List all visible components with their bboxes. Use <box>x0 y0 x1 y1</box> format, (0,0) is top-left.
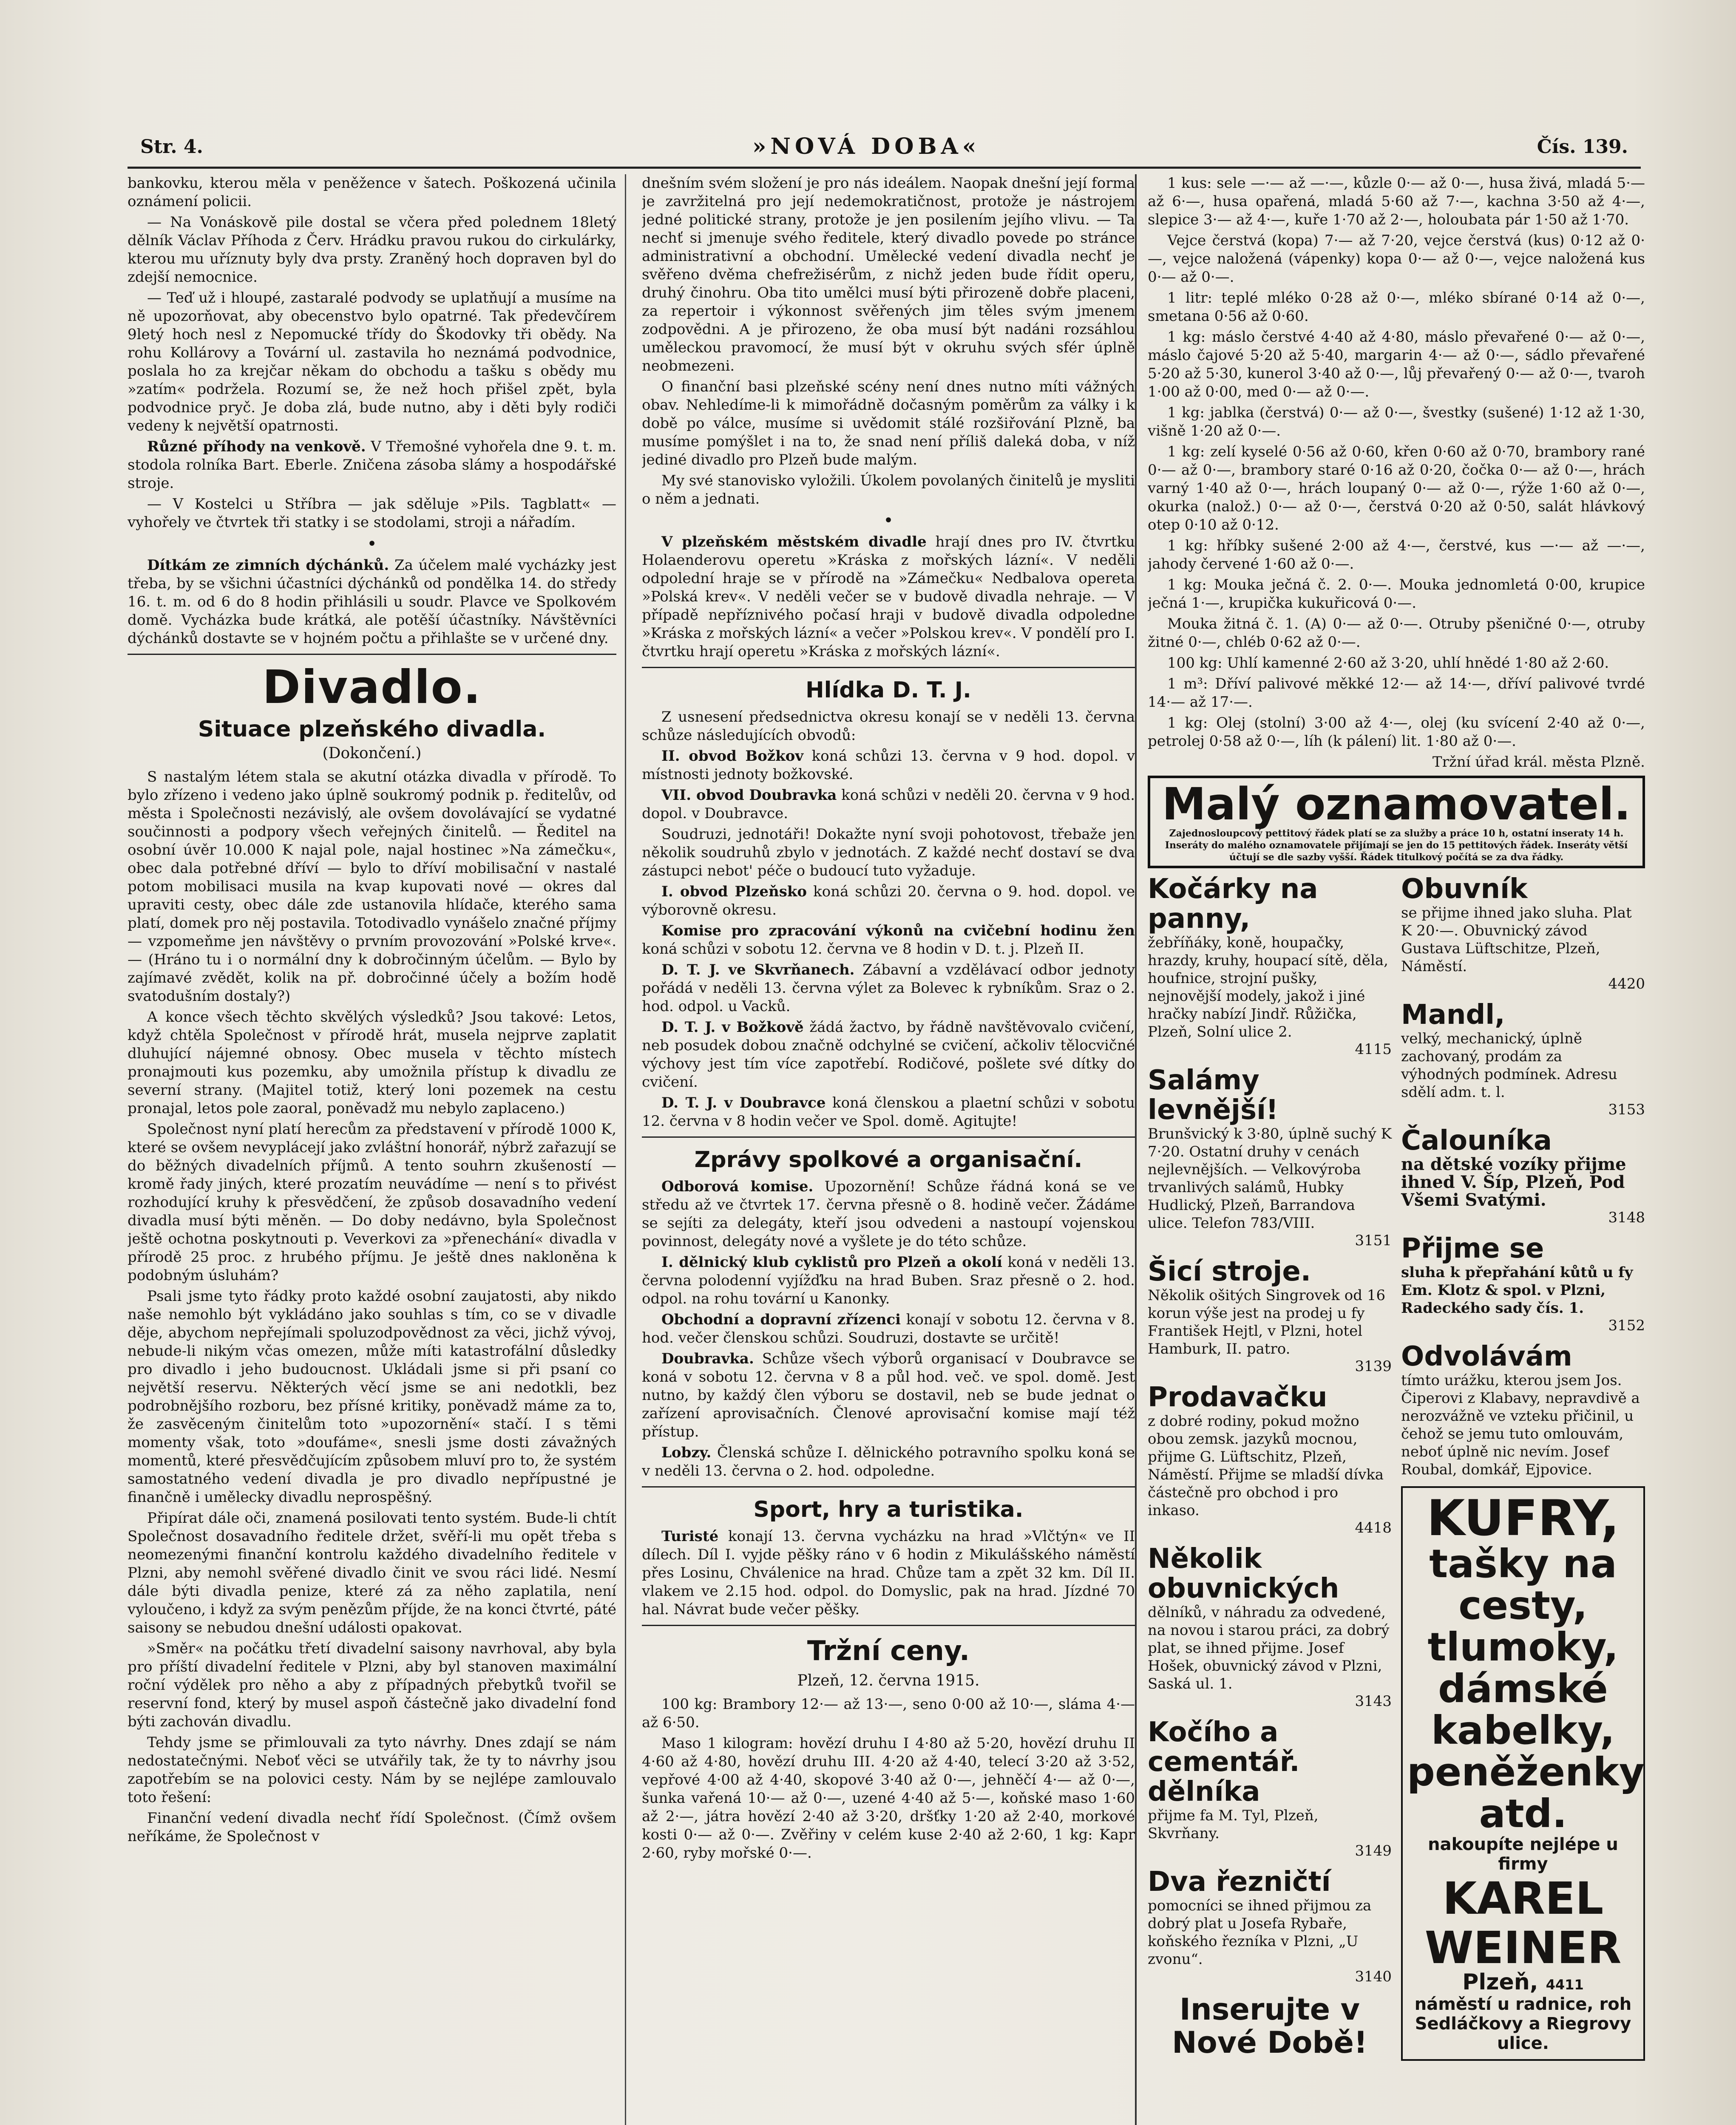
article-paragraph: My své stanovisko vyložili. Úkolem povolaných činitelů je mysliti o něm a jednati. <box>642 472 1135 507</box>
news-text: koná schůzi v sobotu 12. června ve 8 hodin v D. t. j. Plzeň II. <box>642 941 1084 958</box>
ad-heading: Prodavačku <box>1148 1382 1328 1413</box>
article-paragraph <box>642 1311 1135 1347</box>
ad-company: KAREL WEINER <box>1424 1873 1622 1974</box>
column-divider <box>1135 174 1137 2125</box>
ad-heading: Čalouníka <box>1401 1125 1552 1156</box>
ad-body: sluha k přepřahání kůtů u fy Em. Klotz & spol. v Plzni, Radeckého sady čís. 1. <box>1401 1264 1633 1317</box>
article-paragraph: Soudruzi, jednotáři! Dokažte nyní svoji pohotovost, třebaže jen několik soudruhů zbylo v jednotách. Z každé nechť dostaví se dva zástupci nebot' péče o budoucí tuto vyžaduje. <box>642 826 1135 879</box>
ad-heading: Mandl, <box>1401 999 1505 1031</box>
ad-number: 4418 <box>1355 1519 1392 1536</box>
classifieds-title: Malý oznamovatel. <box>1162 778 1631 830</box>
section-title: Hlídka D. T. J. <box>806 677 971 703</box>
news-text: koná schůzi 20. června o 9. hod. dopol. ve výborovně okresu. <box>642 883 1135 918</box>
price-paragraph: 100 kg: Brambory 12·— až 13·—, seno 0·00 až 10·—, sláma 4·— až 6·50. <box>642 1696 1135 1731</box>
news-text: V Třemošné vyhořela dne 9. t. m. stodola rolníka Bart. Eberle. Zničena zásoba slámy a hospodářské stroje. <box>128 438 616 492</box>
section-rule <box>642 667 1135 668</box>
classified-ad <box>1148 1717 1392 1859</box>
article-paragraph <box>642 1018 1135 1091</box>
market-date: Plzeň, 12. června 1915. <box>797 1672 980 1689</box>
ad-number: 3151 <box>1355 1232 1392 1249</box>
news-lead: Komise pro zpracování výkonů na cvičební hodinu žen <box>661 922 1135 939</box>
separator-dot: • <box>367 534 377 554</box>
ad-number: 3152 <box>1608 1317 1645 1334</box>
article-paragraph <box>128 556 616 648</box>
article-paragraph: Společnost nyní platí herecům za představení v přírodě 1000 K, které se ovšem nevyplácejí jako zvláštní honorář, nýbrž zařazují se do běžných divadelních příjmů. A tento souhrn zkušeností — kromě řady jiných, které prozatím neuvádíme — není s to přivést rozhodující kruhy k přesvědčení, že způsob dosavadního vedení divadla musí býti měněn. — Do doby nedávno, byla Společnost ještě ochotna poskytnouti p. Veverkovi za »přenechání« divadla v přírodě 25 proc. z hrubého příjmu. Je ještě dnes nakloněna k podobným úsluhám? <box>128 1121 616 1284</box>
price-paragraph: Maso 1 kilogram: hovězí druhu I 4·80 až 5·20, hovězí druhu II 4·60 až 4·80, hovězí druhu III. 4·20 až 4·40, telecí 3·20 až 3·52, vepřové 4·00 až 4·40, skopové 3·40 až 0·—, jehněčí 4·— až 0·—, šunka vařená 10·— až 0·—, uzené 4·40 až 5·—, koňské maso 1·60 až 2·—, játra hovězí 2·40 až 3·20, dršťky 1·20 až 2·40, morkové kosti 0·— až 0·—. Zvěřiny v celém kuse 2·40 až 2·60, 1 kg: Kapr 2·60, ryby mořské 0·—. <box>642 1735 1135 1862</box>
news-lead: D. T. J. ve Skvrňanech. <box>661 961 855 978</box>
article-paragraph <box>642 1444 1135 1480</box>
ad-body: přijme fa M. Tyl, Plzeň, Skvrňany. <box>1148 1807 1319 1842</box>
ad-heading: Šicí stroje. <box>1148 1256 1311 1287</box>
price-paragraph: 1 kg: Mouka ječná č. 2. 0·—. Mouka jednomletá 0·00, krupice ječná 1·—, krupička kukuřicová 0·—. <box>1148 576 1645 612</box>
classified-ad <box>1401 1342 1645 1479</box>
page-header <box>140 128 1628 166</box>
news-lead: Různé příhody na venkově. <box>147 438 366 455</box>
ad-body: žebříňáky, koně, houpačky, hrazdy, kruhy, houpací sítě, děla, houfnice, strojní pušky, nejnovější modely, jakož i jiné hračky nabízí Jindř. Růžička, Plzeň, Solní ulice 2. <box>1148 934 1388 1040</box>
header-rule <box>128 167 1641 169</box>
section-rule <box>642 1136 1135 1138</box>
classifieds-header <box>1148 776 1645 868</box>
ad-number: 3153 <box>1608 1101 1645 1118</box>
ad-tagline: nakoupíte nejlépe u firmy <box>1428 1835 1618 1874</box>
issue-number: Čís. 139. <box>1537 136 1628 158</box>
classifieds-column <box>1148 874 1392 2061</box>
classifieds-grid <box>1148 874 1645 2061</box>
column-middle <box>642 174 1135 2125</box>
news-text: koná schůzi 13. června v 9 hod. dopol. v místnosti jednoty božkovské. <box>642 748 1135 783</box>
article-paragraph <box>642 1253 1135 1308</box>
column-right <box>1148 174 1645 2125</box>
price-paragraph: 100 kg: Uhlí kamenné 2·60 až 3·20, uhlí hnědé 1·80 až 2·60. <box>1167 654 1609 672</box>
news-lead: Lobzy. <box>661 1444 712 1461</box>
article-paragraph <box>642 922 1135 958</box>
ad-number: 3139 <box>1355 1358 1392 1375</box>
section-title: Tržní ceny. <box>807 1635 970 1667</box>
ad-body: tímto urážku, kterou jsem Jos. Čiperovi z Klabavy, nepravdivě a nerozvážně ve vzteku přičinil, u čehož se jemu tuto omlouvám, neboť úplně nic nevím. Josef Roubal, domkář, Ejpovice. <box>1401 1372 1640 1478</box>
news-lead: I. obvod Plzeňsko <box>661 883 807 900</box>
ad-address: náměstí u radnice, roh Sedláčkovy a Riegrovy ulice. <box>1414 1995 1632 2053</box>
ad-heading: Dva řezničtí <box>1148 1866 1331 1898</box>
section-rule <box>642 1486 1135 1488</box>
ad-body: z dobré rodiny, pokud možno obou zemsk. jazyků mocnou, přijme G. Lüftschitz, Plzeň, Náměstí. Přijme se mladší dívka částečně pro obchod i pro inkaso. <box>1148 1413 1384 1519</box>
news-lead: V plzeňském městském divadle <box>661 533 927 550</box>
article-paragraph: A konce všech těchto skvělých výsledků? Jsou takové: Letos, když chtěla Společnost v přírodě hrát, musela nejprve zaplatit dluhující nájemné obnosy. Obec musela v těchto místech pronajmouti kus pozemku, aby umožnila přístup k divadlu ze severní strany. (Majitel totiž, který loni pozemek na cestu pronajal, letos pole zaoral, poněvadž mu nebylo zaplaceno.) <box>128 1009 616 1117</box>
news-text: koná schůzi v neděli 20. června v 9 hod. dopol. v Doubravce. <box>642 787 1135 822</box>
ad-heading: Kočího a cementář. dělníka <box>1148 1717 1300 1808</box>
article-paragraph: Finanční vedení divadla nechť řídí Společnost. (Čímž ovšem neříkáme, že Společnost v <box>128 1810 616 1845</box>
classified-ad <box>1148 1867 1392 1985</box>
news-text: Schůze všech výborů organisací v Doubravce se koná v sobotu 12. června v 8 a půl hod. več. ve spol. domě. Jest nutno, by každý člen výboru se dostavil, neb se bude jednat o zařízení aprovisačních. Členové aprovisační komise mají též přístup. <box>642 1350 1135 1440</box>
article-paragraph: — Teď už i hloupé, zastaralé podvody se uplatňují a musíme na ně upozorňovat, aby obecenstvo bylo opatrné. Tak předevčírem 9letý hoch nesl z Nepomucké třídy do Škodovky tři obědy. Na rohu Kollárovy a Tovární ul. zastavila ho neznámá podvodnice, poslala ho za krejčar někam do obchodu a tašku s obědy mu »zatím« podržela. Rozumí se, že než hoch přišel zpět, byla podvodnice pryč. Je doba zlá, bude nutno, aby i děti byly rodiči vedeny k největší opatrnosti. <box>128 289 616 434</box>
article-paragraph: — V Kostelci u Stříbra — jak sděluje »Pils. Tagblatt« — vyhořely ve čtvrtek tři statky i se stodolami, stroji a nářadím. <box>128 496 616 531</box>
ad-number: 3148 <box>1608 1209 1645 1226</box>
article-paragraph <box>642 961 1135 1016</box>
article-paragraph: dnešním svém složení je pro nás ideálem. Naopak dnešní její forma je zavržitelná pro její nedemokratičnost, protože je nástrojem jedné politické strany, protože je jen posilením jejího vlivu. — Ta nechť si jmenuje svého ředitele, který divadlo povede po stránce administrativní a obchodní. Umělecké vedení divadla nechť je svěřeno dvěma chefrežisérům, z nichž jeden bude řídit operu, druhý činohru. Oba tito umělci musí býti přirozeně dobře placeni, za repertoir i výkonnost svěřených jim těles svým jmenem zodpovědni. A je přirozeno, že oba musí být nadáni rozsáhlou uměleckou pravomocí, že musí být v okruhu svých sfér úplně neobmezeni. <box>642 175 1135 374</box>
price-paragraph: Mouka žitná č. 1. (A) 0·— až 0·—. Otruby pšeničné 0·—, otruby žitné 0·—, chléb 0·62 až 0·—. <box>1148 615 1645 651</box>
ad-body: Několik ošitých Singrovek od 16 korun výše jest na prodej u fy František Hejtl, v Plzni, hotel Hamburk, II. patro. <box>1148 1287 1386 1357</box>
classified-ad <box>1148 1544 1392 1710</box>
news-text: Upozornění! Schůze řádná koná se ve středu až ve čtvrtek 17. června přesně o 8. hodině večer. Žádáme se sejíti za delegáty, kteří jsou odvedeni a nastoupí vojenskou povinnost, delegáty nové a vyšlete je do této schůze. <box>642 1178 1135 1250</box>
article-paragraph: Připírat dále oči, znamená posilovati tento systém. Bude-li chtít Společnost dosavadního ředitele držet, svěří-li mu opět třeba s neomezenými finanční kontrolu každého divadelního ředitele v Plzni, aby nemohl svěřené divadlo činit ve svou ráci lidé. Nesmí dále býti divadla penize, které zá za něho zaplatila, není vyloučeno, i když za svým penězům příjde, že na konci čtvrté, páté saisony se nebudou dnešní události opakovat. <box>128 1510 616 1636</box>
article-paragraph: Psali jsme tyto řádky proto každé osobní zaujatosti, aby nikdo naše nemohlo být vykládáno jako souhlas s tím, co se v divadle děje, abychom nepřejímali spoluzodpovědnost za věci, jichž vývoj, nebude-li nikým včas omezen, může míti katastrofální důsledky pro divadlo i jeho budoucnost. Ukládali jsme si při psaní co největší reservu. Některých věcí jsme se ani nedotkli, bez podrobnějšího rozboru, bez přísné kritiky, poněvadž máme za to, že zasvěceným činitelům toto »upozornění« stačí. I s těmi momenty však, toto »doufáme«, snesli jsme dosti závažných momentů, které přesvědčujícím způsobem mluví pro to, že systém samostatného vedení divadla je pro divadlo nepřípustné je finančně i umělecky divadlu neprospěšný. <box>128 1288 616 1506</box>
article-paragraph: S nastalým létem stala se akutní otázka divadla v přírodě. To bylo zřízeno i vedeno jako úplně soukromý podnik p. ředitelův, od města i Společnosti nezávislý, ale ovšem dovolávající se vydatné součinnosti a podpory všech veřejných činitelů. — Ředitel na osobní úvěr 10.000 K najal pole, najal hostinec »Na zámečku«, obec dala potřebné dříví — bylo to dříví mobilisační v nastalé potom mobilisaci musila na kvap kupovati nové — okres dal upraviti cesty, obec dále zde ustanovila hlídače, kterého sama platí, domek pro něj postavila. Totodivadlo vynášelo značné příjmy — vzpomeňme jen návštěvy o prvním provozování »Polské krve«. — (Hráno tu i o normální dny k dobročinným účelům. — Bylo by zajímavé zvědět, kolik na př. dobročinné účely a božím hodě svatodušním dostaly?) <box>128 768 616 1005</box>
news-text: koná v neděli 13. června polodenní vyjížďku na hrad Buben. Sraz přesně o 2. hod. odpol. na rohu tovární u Kanonky. <box>642 1254 1135 1307</box>
ad-heading: Kočárky na panny, <box>1148 873 1318 935</box>
price-paragraph: 1 litr: teplé mléko 0·28 až 0·—, mléko sbírané 0·14 až 0·—, smetana 0·56 až 0·60. <box>1148 289 1645 325</box>
article-paragraph <box>642 747 1135 784</box>
news-text: konají v sobotu 12. června v 8. hod. večer členskou schůzi. Soudruzi, dostavte se určitě! <box>642 1311 1135 1346</box>
news-text: konají 13. června vycházku na hrad »Vlčtýn« ve II dílech. Díl I. vyjde pěšky ráno v 6 hodin z Mikulášského náměstí přes Losinu, Chválenice na hrad. Chůze tam a zpět 32 km. Díl II. vlakem ve 2.15 hod. odpol. do Domyslic, pak na hrad. Jízdné 70 hal. Návrat bude večer pěšky. <box>642 1528 1135 1618</box>
news-lead: Turisté <box>661 1528 719 1545</box>
article-paragraph: »Směr« na počátku třetí divadelní saisony navrhoval, aby byla pro příští divadelní ředitele v Plzni, aby byl stanoven maximální roční výdělek pro něho a aby z případných přebytků tvořil se reservní fond, který by musel aspoň částečně jako divadelní fond býti zachován divadlu. <box>128 1640 616 1730</box>
price-paragraph: 1 kg: zelí kyselé 0·56 až 0·60, křen 0·60 až 0·70, brambory rané 0·— až 0·—, brambory staré 0·16 až 0·20, čočka 0·— až 0·—, hrách varný 1·40 až 0·—, hrách loupaný 0·— až 0·—, rýže 1·60 až 0·—, okurka (nalož.) 0·— až 0·—, čerstvá 0·20 až 0·50, salát hlávkový otep 0·10 až 0·12. <box>1148 443 1645 533</box>
classifieds-column <box>1401 874 1645 2061</box>
news-lead: VII. obvod Doubravka <box>661 787 837 804</box>
ad-product-list: tašky na cesty, tlumoky, dámské kabelky, peněženky atd. <box>1407 1541 1645 1836</box>
article-paragraph <box>642 1527 1135 1619</box>
article-paragraph <box>642 883 1135 919</box>
ad-number: 3143 <box>1355 1693 1392 1710</box>
ad-number: 4115 <box>1355 1041 1392 1058</box>
article-note: (Dokončení.) <box>322 745 422 762</box>
classified-ad <box>1401 874 1645 992</box>
classified-ad <box>1148 874 1392 1058</box>
newspaper-title: »NOVÁ DOBA« <box>752 133 981 159</box>
news-lead: Doubravka. <box>661 1350 754 1367</box>
ad-body: Brunšvický k 3·80, úplně suchý K 7·20. Ostatní druhy v cenách nejlevnějších. — Velkovýroba trvanlivých salámů, Hubky Hudlický, Plzeň, Barrandova ulice. Telefon 783/VIII. <box>1148 1125 1392 1232</box>
ad-city-name: Plzeň, <box>1462 1969 1538 1995</box>
news-lead: Odborová komise. <box>661 1178 814 1195</box>
column-divider <box>625 174 626 2125</box>
separator-dot: • <box>883 511 894 530</box>
ad-number: 3140 <box>1355 1968 1392 1985</box>
price-paragraph: 1 m³: Dříví palivové měkké 12·— až 14·—, dříví palivové tvrdé 14·— až 17·—. <box>1148 675 1645 711</box>
advertise-banner: Inserujte v Nové Době! <box>1172 1992 1367 2060</box>
article-paragraph <box>642 1350 1135 1441</box>
section-title: Sport, hry a turistika. <box>753 1497 1024 1522</box>
column-left <box>128 174 616 2125</box>
price-paragraph: Vejce čerstvá (kopa) 7·— až 7·20, vejce čerstvá (kus) 0·12 až 0·—, vejce naložená (vápenky) kopa 0·— až 0·—, vejce naložená kus 0·— až 0·—. <box>1148 232 1645 286</box>
ad-body: dělníků, v náhradu za odvedené, na novou i starou práci, za dobrý plat, se ihned přijme. Josef Hošek, obuvnický závod v Plzni, Saská ul. 1. <box>1148 1604 1390 1692</box>
ad-body: na dětské vozíky přijme ihned V. Šíp, Plzeň, Pod Všemi Svatými. <box>1401 1154 1626 1210</box>
article-paragraph: O finanční basi plzeňské scény není dnes nutno míti vážných obav. Nehledíme-li k mimořádně dočasným poměrům za války i k době po válce, musíme si uvědomit stálé rozšiřování Plzně, ba musíme pomýšlet i na to, že snad není příliš daleká doba, v níž jediné divadlo pro Plzeň bude malým. <box>642 378 1135 468</box>
news-lead: D. T. J. v Božkově <box>661 1019 804 1036</box>
ad-headline: KUFRY, <box>1427 1490 1620 1547</box>
news-text: Zábavní a vzdělávací odbor jednoty pořádá v neděli 13. června výlet za Bolevec k rybníkům. Sraz o 2. hod. odpol. u Vacků. <box>642 961 1135 1015</box>
section-rule <box>128 654 616 655</box>
article-paragraph: — Na Vonáskově pile dostal se včera před polednem 18letý dělník Václav Příhoda z Červ. Hrádku pravou rukou do cirkulárky, kterou mu uříznuty byly dva prsty. Zraněný hoch dopraven byl do zdejší nemocnice. <box>128 214 616 286</box>
article-paragraph <box>642 533 1135 661</box>
ad-body: se přijme ihned jako sluha. Plat K 20·—. Obuvnický závod Gustava Lüftschitze, Plzeň, Náměstí. <box>1401 904 1632 975</box>
ad-number: 3149 <box>1355 1842 1392 1859</box>
classified-ad <box>1401 1126 1645 1226</box>
price-paragraph: 1 kus: sele —·— až —·—, kůzle 0·— až 0·—, husa živá, mladá 5·— až 6·—, husa opařená, mladá 5·60 až 7·—, kachna 3·50 až 4·—, slepice 3·— až 4·—, kuře 1·70 až 2·—, holoubata pár 1·50 až 1·70. <box>1148 175 1645 228</box>
ad-number: 4420 <box>1608 975 1645 992</box>
news-lead: Dítkám ze zimních dýchánků. <box>147 557 389 574</box>
news-lead: D. T. J. v Doubravce <box>661 1094 826 1111</box>
news-text: Za účelem malé vycházky jest třeba, by se všichni účastníci dýchánků od pondělka 14. do středy 16. t. m. od 6 do 8 hodin přihlásili u soudr. Plavce ve Spolkovém domě. Vycházka bude krátká, ale potěší účastníky. Návštěvníci dýchánků dostavte se v hojném počtu a přihlašte se v určené dny. <box>128 557 616 647</box>
article-paragraph: bankovku, kterou měla v peněžence v šatech. Poškozená učinila oznámení policii. <box>128 175 616 210</box>
price-paragraph: 1 kg: Olej (stolní) 3·00 až 4·—, olej (ku svícení 2·40 až 0·—, petrolej 0·58 až 0·—, líh (k pálení) lit. 1·80 až 0·—. <box>1148 714 1645 750</box>
kufry-advertisement <box>1401 1486 1645 2061</box>
article-paragraph: Z usnesení předsednictva okresu konají se v neděli 13. června schůze následujících obvodů: <box>642 708 1135 744</box>
ad-heading: Odvolávám <box>1401 1341 1572 1372</box>
article-paragraph <box>128 438 616 493</box>
article-paragraph: Tehdy jsme se přimlouvali za tyto návrhy. Dnes zdají se nám nedostatečnými. Neboť věci se utvářily tak, že ty to návrhy jsou zapotřebím se na polovici cesty. Nám by se nejlépe zamlouvalo toto řešení: <box>128 1734 616 1806</box>
section-rule <box>642 1625 1135 1626</box>
article-paragraph <box>642 1094 1135 1130</box>
market-signature: Tržní úřad král. města Plzně. <box>1432 754 1645 771</box>
ad-heading: Několik obuvnických <box>1148 1543 1339 1604</box>
news-text: hrají dnes pro IV. čtvrtku Holaenderovu operetu »Kráska z mořských lázní«. V neděli odpolední hraje se v přírodě na »Zámečku« Nedbalova opereta »Polská krev«. V neděli večer se v budově divadla nehraje. — V případě nepříznivého počasí hraji v budově divadla odpoledne »Kráska z mořských lázní« a večer »Polskou krev«. V pondělí pro I. čtvrtku hrají operetu »Kráska z mořských lázní«. <box>642 533 1135 660</box>
classified-ad <box>1148 1383 1392 1536</box>
classified-ad <box>1401 1234 1645 1334</box>
ad-body: velký, mechanický, úplně zachovaný, prodám za výhodných podmínek. Adresu sdělí adm. t. l. <box>1401 1030 1617 1101</box>
classified-ad <box>1148 1257 1392 1375</box>
classifieds-rules: Zajednosloupcový pettitový řádek platí se za služby a práce 10 h, ostatní inseraty 14 h. Inseráty do malého oznamovatele přijímají se jen do 15 pettitových řádek. Inseráty větší účtují se dle sazby vyšší. Řádek titulkový počítá se za dva řádky. <box>1165 828 1628 863</box>
section-title: Zprávy spolkové a organisační. <box>694 1147 1083 1173</box>
article-paragraph <box>642 786 1135 823</box>
price-paragraph: 1 kg: máslo čerstvé 4·40 až 4·80, máslo převařené 0·— až 0·—, máslo čajové 5·20 až 5·40, margarin 4·— až 0·—, sádlo převařené 5·20 až 5·30, kunerol 3·40 až 0·—, lůj převařený 0·— až 0·—, tvaroh 1·00 až 0·00, med 0·— až 0·—. <box>1148 329 1645 400</box>
news-lead: Obchodní a dopravní zřízenci <box>661 1311 901 1328</box>
section-title: Divadlo. <box>262 661 482 714</box>
news-lead: I. dělnický klub cyklistů pro Plzeň a okolí <box>661 1254 1002 1271</box>
news-lead: II. obvod Božkov <box>661 748 804 765</box>
ad-body: pomocníci se ihned přijmou za dobrý plat u Josefa Rybaře, koňského řezníka v Plzni, „U zvonu“. <box>1148 1897 1372 1968</box>
ad-heading: Obuvník <box>1401 873 1528 905</box>
price-paragraph: 1 kg: jablka (čerstvá) 0·— až 0·—, švestky (sušené) 1·12 až 1·30, višně 1·20 až 0·—. <box>1148 404 1645 439</box>
ad-city <box>1407 1969 1639 1995</box>
article-title: Situace plzeňského divadla. <box>198 717 546 742</box>
ad-heading: Salámy levnější! <box>1148 1065 1279 1126</box>
article-paragraph <box>642 1178 1135 1251</box>
page-number: Str. 4. <box>140 136 203 158</box>
ad-heading: Přijme se <box>1401 1233 1544 1264</box>
news-text: Členská schůze I. dělnického potravního spolku koná se v neděli 13. června o 2. hod. odpoledne. <box>642 1444 1135 1479</box>
news-text: koná členskou a plaetní schůzi v sobotu 12. června v 8 hodin večer ve Spol. domě. Agitujte! <box>642 1094 1135 1130</box>
classified-ad <box>1148 1065 1392 1249</box>
ad-number: 4411 <box>1546 1977 1584 1993</box>
classified-ad <box>1401 1000 1645 1118</box>
price-paragraph: 1 kg: hříbky sušené 2·00 až 4·—, čerstvé, kus —·— až —·—, jahody červené 1·60 až 0·—. <box>1148 537 1645 572</box>
news-text: žádá žactvo, by řádně navštěvovalo cvičení, neb posudek dobou značně odchylné se cvičení, ačkoliv tělocvičné výchovy jest tím více zapotřebí. Rodičové, pošlete své dítky do cvičení. <box>642 1019 1135 1091</box>
